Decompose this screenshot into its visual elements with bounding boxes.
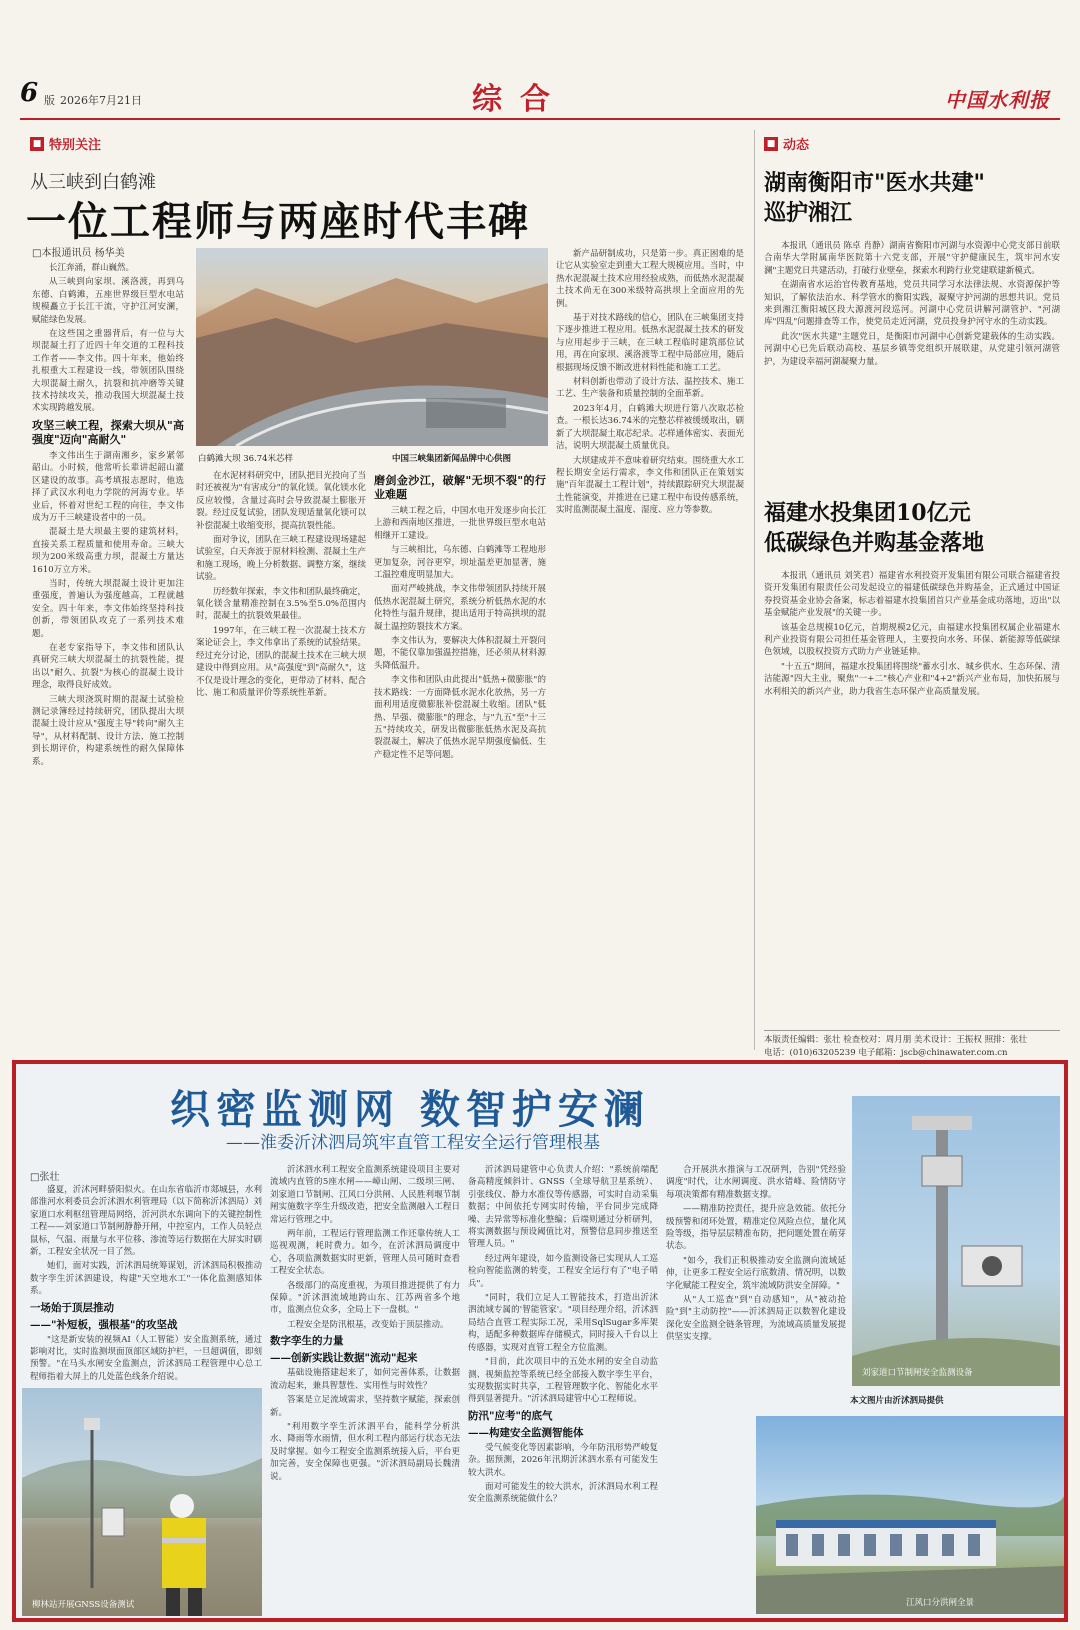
- paragraph: 基础设施搭建起来了，如何完善体系，让数据流动起来，兼具智慧性、实用性与时效性？: [270, 1368, 460, 1391]
- feature-kicker: 从三峡到白鹤滩: [30, 172, 156, 193]
- subheading: 一场始于顶层推动: [30, 1301, 114, 1314]
- paragraph: 该基金总规模10亿元，首期规模2亿元，由福建水投集团权属企业福建水利产业投资有限公司担任基金管理人，主要投向水务、环保、新能源等低碳绿色领域，以股权投资方式助力产业链延伸。: [764, 622, 1060, 658]
- paragraph: 三峡大坝浇筑时期的混凝土试验检测记录簿经过持续研究，团队提出大坝混凝土设计应从"强度主导"转向"耐久主导"，从材料配制、设计方法、施工控制到长期评价，构建系统性的耐久保障体系。: [32, 694, 184, 767]
- subheading: 防汛"应考"的底气: [468, 1409, 553, 1422]
- paragraph: 本报讯（通讯员 陈卓 肖静）湖南省衡阳市河湖与水资源中心党支部日前联合南华大学附属南华医院第十六党支部，开展"守护健康民生，筑牢河水安澜"主题党日共建活动，打破行业壁垒，探索水利跨行业党建联建新模式。: [764, 241, 1060, 276]
- sensor-photo: [852, 1096, 1060, 1386]
- paragraph: 长江奔涌，群山巍然。: [49, 263, 135, 273]
- paragraph: 合开展洪水推演与工况研判，告别"凭经验调度"时代，让水闸调度、洪水错峰、险情防守每项决策都有精准数据支撑。: [666, 1165, 846, 1200]
- subheading-2: ——创新实践让数据"流动"起来: [270, 1352, 418, 1365]
- news1-body: [764, 240, 1060, 485]
- paragraph: 此次"医水共建"主题党日，是衡阳市河湖中心创新党建载体的生动实践。河湖中心已先后联动高校、基层乡镇等党组织开展联建，从党建引领河湖管护，为建设幸福河湖凝聚力量。: [764, 331, 1060, 367]
- dam-illustration: [196, 248, 548, 446]
- paragraph: 材料创新也带动了设计方法、温控技术、施工工艺、生产装备和质量控制的全面革新。: [556, 377, 744, 400]
- feature-byline: □本报通讯员 杨华美: [32, 248, 125, 259]
- special-column-3: [468, 1164, 658, 1614]
- issue-date: 2026年7月21日: [60, 94, 142, 107]
- paragraph: 2023年4月，白鹤滩大坝进行第八次取芯检查。一根长达36.74米的完整芯样被缓缓取出，刷新了大坝混凝土取芯纪录。芯样通体密实、表面光洁，说明大坝混凝土质量优良。: [556, 403, 744, 452]
- page-suffix: 版: [44, 94, 55, 107]
- subheading: 数字孪生的力量: [270, 1335, 344, 1348]
- photo-credit: 中国三峡集团新闻品牌中心供图: [392, 454, 512, 464]
- special-subtitle: ——淮委沂沭泗局筑牢直管工程安全运行管理根基: [226, 1133, 600, 1153]
- paragraph: 在水泥材料研究中，团队把目光投向了当时还被视为"有害成分"的氧化镁。氧化镁水化反应较慢，含量过高时会导致混凝土膨胀开裂。经过反复试验，团队发现适量氧化镁可以补偿混凝土收缩变形，提高抗裂性能。: [196, 471, 366, 531]
- paragraph: 本报讯（通讯员 刘笑君）福建省水利投资开发集团有限公司联合福建省投资开发集团有限责任公司发起设立的福建低碳绿色并购基金，正式通过中国证券投资基金业协会备案，标志着福建水投集团首只产业基金成功落地，迈出"以基金赋能产业发展"的关键一步。: [764, 571, 1060, 619]
- paragraph: "十五五"期间，福建水投集团将围绕"蓄水引水、城乡供水、生态环保、清洁能源"四大主业，聚焦"一+二"核心产业和"4+2"新兴产业布局，加快拓展与水利相关的新兴产业，助力我省生态环保产业高质量发展。: [764, 661, 1060, 697]
- paragraph: 在这些国之重器背后，有一位与大坝混凝土打了近四十年交道的工程科技工作者——李文伟。四十年来，他始终扎根重大工程建设一线，带领团队围绕大坝混凝土耐久，抗裂和抗冲磨等关键技术持续攻关，推动我国大坝混凝土技术实现跨越发展。: [32, 329, 184, 414]
- paragraph: 从"人工巡查"到"自动感知"，从"被动抢险"到"主动防控"——沂沭泗局正以数智化建设深化安全监测全链条管理，为流域高质量发展提供坚实支撑。: [666, 1295, 846, 1343]
- special-title: 织密监测网 数智护安澜: [170, 1086, 650, 1133]
- news-tag-label: 动态: [783, 138, 810, 153]
- page-number: 6: [20, 78, 39, 108]
- feature-column-4: [556, 248, 744, 1042]
- editor-line: 本版责任编辑：张壮 检查校对：周月朋 美术设计：王振权 照排：张壮: [764, 1035, 1028, 1045]
- news-tag: [764, 134, 809, 153]
- paragraph: 盛夏，沂沭河畔骄阳似火。在山东省临沂市郯城县，水利部淮河水利委员会沂沭泗水利管理局（以下简称沂沭泗局）刘家道口水利枢纽管理局网络，沂河洪水东调向下的关键控制性工程——刘家道口节制闸静静开闸，中控室内，工作人员轻点鼠标，气温、雨量与水平位移、渗流等运行数据在大屏实时刷新，工程安全状况一目了然。: [30, 1185, 262, 1258]
- paragraph: "利用数字孪生沂沭泗平台，能科学分析洪水、降雨等水雨情，但水利工程内部运行状态无法及时掌握。如今工程安全监测系统接入后，平台更加完善，安全保障也更强。"沂沭泗局副局长魏清说。: [270, 1421, 460, 1482]
- paragraph: 李文伟出生于湖南湘乡，家乡紧邻韶山。小时候，他常听长辈讲起韶山灌区建设的故事。高考填报志愿时，他选择了武汉水利电力学院的河海专业。毕业后，怀着对世纪工程的向往，李文伟成为万千三峡建设者中的一员。: [32, 450, 184, 523]
- photo-caption: 刘家道口节制闸安全监测设备: [862, 1368, 973, 1378]
- news1-title-line1: 湖南衡阳市"医水共建": [764, 170, 985, 196]
- news2-title: [764, 498, 984, 558]
- paragraph: 面对可能发生的较大洪水，沂沭泗局水利工程安全监测系统能做什么？: [468, 1481, 658, 1505]
- paragraph: 1997年，在三峡工程一次混凝土技术方案论证会上，李文伟拿出了系统的试验结果。经过充分讨论，团队的混凝土技术在三峡大坝建设中得到应用。从"高强度"到"高耐久"，这不仅是设计理念的变化，更带动了材料、配合比、施工和质量评价等系统性革新。: [196, 625, 366, 698]
- editor-credits: [764, 1030, 1060, 1060]
- special-column-4: [666, 1164, 846, 1400]
- paragraph: 在老专家指导下，李文伟和团队认真研究三峡大坝混凝土的抗裂性能，提出以"耐久、抗裂"为核心的混凝土设计理念，取得良好成效。: [32, 642, 184, 691]
- paragraph: ——精准防控责任，提升应急效能。依托分级预警和闭环处置，精准定位风险点位，量化风险等级，指导层层精准布防，把问题处置在萌芽状态。: [666, 1204, 846, 1252]
- dam-photo: [196, 248, 548, 446]
- paragraph: 答案是立足流域需求，坚持数字赋能，探索创新。: [270, 1395, 460, 1418]
- paragraph: 大坝建成并不意味着研究结束。围绕重大水工程长期安全运行需求，李文伟和团队正在策划实施"百年混凝土工程计划"，持续跟踪研究大坝混凝土性能演变，并推进在已建工程中布设传感系统，实时监测混凝土温度、湿度、应力等参数。: [556, 455, 744, 516]
- special-column-1: [30, 1184, 262, 1384]
- paragraph: 历经数年探索，李文伟和团队最终确定，氧化镁含量精准控制在3.5%至5.0%范围内时，混凝土的抗裂效果最佳。: [196, 586, 366, 622]
- section-title: 综合: [472, 82, 568, 117]
- feature-tag: [30, 134, 101, 153]
- photo-caption: 江风口分洪闸全景: [906, 1598, 975, 1608]
- header-rule: [20, 118, 1060, 120]
- contact-line: 电话：(010)63205239 电子邮箱：jscb@chinawater.com.cn: [764, 1048, 1008, 1058]
- news2-body: [764, 570, 1060, 1020]
- paragraph: 李文伟和团队由此提出"低热+微膨胀"的技术路线：一方面降低水泥水化放热，另一方面利用适度微膨胀补偿混凝土收缩。团队"低热、早强、微膨胀"的理念，与"九五"至"十三五"持续攻关，研发出微膨胀低热水泥及高抗裂混凝土，解决了低热水泥早期强度偏低、生产稳定性不足等问题。: [374, 675, 546, 760]
- paragraph: 新产品研制成功，只是第一步。真正困难的是让它从实验室走到重大工程大规模应用。当时，中热水泥混凝土技术应用经验成熟，而低热水泥混凝土技术尚无在300米级特高拱坝上全面应用的先例。: [556, 249, 744, 309]
- feature-tag-label: 特别关注: [49, 138, 102, 153]
- photo-credit: 本文图片由沂沭泗局提供: [850, 1396, 944, 1406]
- subheading: 攻坚三峡工程，探索大坝从"高强度"迈向"高耐久": [32, 418, 184, 446]
- paragraph: 经过两年建设，如今监测设备已实现从人工巡检向智能监测的转变，工程安全运行有了"电子哨兵"。: [468, 1253, 658, 1289]
- paragraph: 三峡工程之后，中国水电开发逐步向长江上游和西南地区推进，一批世界级巨型水电站相继开工建设。: [374, 506, 546, 541]
- photo-caption: 柳林站开展GNSS设备测试: [32, 1600, 135, 1610]
- paragraph: 面对争议，团队在三峡工程建设现场建起试验室，白天奔波于原材料检测、混凝土生产和施工现场，晚上分析数据、调整方案，继续试验。: [196, 535, 366, 583]
- news2-title-line2: 低碳绿色并购基金落地: [764, 530, 985, 556]
- paragraph: 李文伟认为，要解决大体积混凝土开裂问题，不能仅靠加强温控措施，还必须从材料源头降低温升。: [374, 636, 546, 671]
- paragraph: 受气候变化等因素影响，今年防汛形势严峻复杂。据预测，2026年汛期沂沭泗水系有可能发生较大洪水。: [468, 1442, 658, 1478]
- paragraph: 沂沭泗局建管中心负责人介绍："系统前端配备高精度倾斜计、GNSS（全球导航卫星系统）、引张线仪、静力水准仪等传感器，可实时自动采集数据；中间依托专网实时传输，平台同步完成降噪、去异常等标准化整编；后端则通过分析研判，将实测数据与预设阈值比对，预警信息同步推送至管理人员。": [468, 1165, 658, 1250]
- column-divider: [754, 130, 755, 1050]
- special-column-2: [270, 1164, 460, 1614]
- paragraph: 在湖南省水运治官传教育基地，党员共同学习水法律法规、水资源保护等知识，了解依法治水、科学管水的衡阳实践，凝聚守护河湖的思想共识。党员来到湘江衡阳城区段大源渡河段巡河。河湖中心党员讲解河湖管护、"河湖库"四乱"问题排查等工作，使党员走近河湖，党员投身护河守水的生动实践。: [764, 280, 1060, 328]
- worker-photo: [22, 1388, 262, 1616]
- tag-icon: ■: [30, 137, 44, 151]
- masthead: 中国水利报: [945, 88, 1050, 112]
- sensor-illustration: [852, 1096, 1060, 1386]
- news1-title: [764, 168, 985, 228]
- subheading-2: ——"补短板，强根基"的攻坚战: [30, 1318, 178, 1331]
- paragraph: 她们，面对实践，沂沭泗局统筹谋划，沂沭泗局积极推动数字孪生沂沭泗建设，构建"天空地水工"一体化监测感知体系。: [30, 1261, 262, 1297]
- paragraph: 与三峡相比，乌东德、白鹤滩等工程地形更加复杂，河谷更窄，坝址温差更加显著，施工温控难度明显加大。: [374, 545, 546, 581]
- worker-illustration: [22, 1388, 262, 1616]
- paragraph: "同时，我们立足人工智能技术，打造出沂沭泗流域专属的'智能管家'。"项目经理介绍，沂沭泗局结合直管工程实际工况，采用SqlSugar多库架构，适配多种数据库存储模式，同时接入千台以上传感器，实现对直管工程全方位监测。: [468, 1293, 658, 1353]
- paragraph: "目前，此次项目中的五处水闸的安全自动监测、视频监控等系统已经全部接入数字孪生平台，实现数据实时共享，工程管理数字化、智能化水平得到显著提升。"沂沭泗局建管中心工程师说。: [468, 1357, 658, 1405]
- photo-caption: 白鹤滩大坝 36.74米芯样: [198, 454, 294, 464]
- tag-icon: ■: [764, 137, 778, 151]
- paragraph: 混凝土是大坝最主要的建筑材料，直接关系工程质量和使用寿命。三峡大坝为200米级高重力坝，混凝土方量达1610万立方米。: [32, 527, 184, 575]
- station-illustration: [756, 1416, 1064, 1614]
- news1-title-line2: 巡护湘江: [764, 200, 853, 226]
- feature-column-1: [32, 262, 184, 1042]
- paragraph: 沂沭泗水利工程安全监测系统建设项目主要对流域内直管的5座水闸——嶂山闸、二级坝三闸、刘家道口节制闸、江风口分洪闸、人民胜利堰节制闸实施数字孪生升级改造，把安全监测融入工程日常运行管理之中。: [270, 1165, 460, 1225]
- special-byline: □张壮: [30, 1172, 60, 1183]
- paragraph: 当时，传统大坝混凝土设计更加注重强度，普遍认为强度越高，工程就越安全。四十年来，李文伟始终坚持科技创新，带领团队攻克了一系列技术难题。: [32, 578, 184, 639]
- paragraph: 各级部门的高度重视，为项目推进提供了有力保障。"沂沭泗流域地跨山东、江苏两省多个地市，监测点位众多，全局上下一盘棋。": [270, 1280, 460, 1316]
- station-photo: [756, 1416, 1064, 1614]
- feature-title: 一位工程师与两座时代丰碑: [26, 198, 530, 245]
- paragraph: 工程安全是防汛根基，改变始于顶层推动。: [287, 1319, 449, 1330]
- feature-column-2: [196, 470, 366, 1042]
- feature-column-3: [374, 470, 546, 1042]
- news2-title-line1: 福建水投集团10亿元: [764, 500, 971, 526]
- paragraph: "如今，我们正积极推动安全监测向流域延伸，让更多工程安全运行底数清、情况明，以数字化赋能工程安全，筑牢流域防洪安全屏障。": [666, 1255, 846, 1291]
- paragraph: 基于对技术路线的信心，团队在三峡集团支持下逐步推进工程应用。低热水泥混凝土技术的研发与应用起步于三峡，在三峡工程临时建筑部位试用，再在向家坝、溪洛渡等工程中局部应用，随后根据现场反馈不断改进材料性能和施工工艺。: [556, 313, 744, 373]
- subheading-2: ——构建安全监测智能体: [468, 1426, 584, 1439]
- paragraph: 面对严峻挑战，李文伟带领团队持续开展低热水泥混凝土研究，系统分析低热水泥的水化特性与温升规律，提出适用于特高拱坝的混凝土温控防裂技术方案。: [374, 584, 546, 632]
- paragraph: 两年前，工程运行管理监测工作还靠传统人工巡视观测，耗时费力。如今，在沂沭泗局调度中心，各项监测数据实时更新，管理人员可随时查看工程安全状态。: [270, 1229, 460, 1277]
- paragraph: "这是新安装的视频AI（人工智能）安全监测系统，通过影响对比，实时监测坝面顶部区域防护栏，一旦超调值，即刻预警。"在马头水闸安全监测点，沂沭泗局工程管理中心总工程师指着大屏上的几处蓝色线条介绍说。: [30, 1334, 262, 1382]
- paragraph: 从三峡到向家坝、溪洛渡，再到乌东德、白鹤滩，五座世界级巨型水电站规模矗立于长江干流，守护江河安澜，赋能绿色发展。: [32, 277, 184, 325]
- subheading: 磨剑金沙江，破解"无坝不裂"的行业难题: [374, 474, 546, 501]
